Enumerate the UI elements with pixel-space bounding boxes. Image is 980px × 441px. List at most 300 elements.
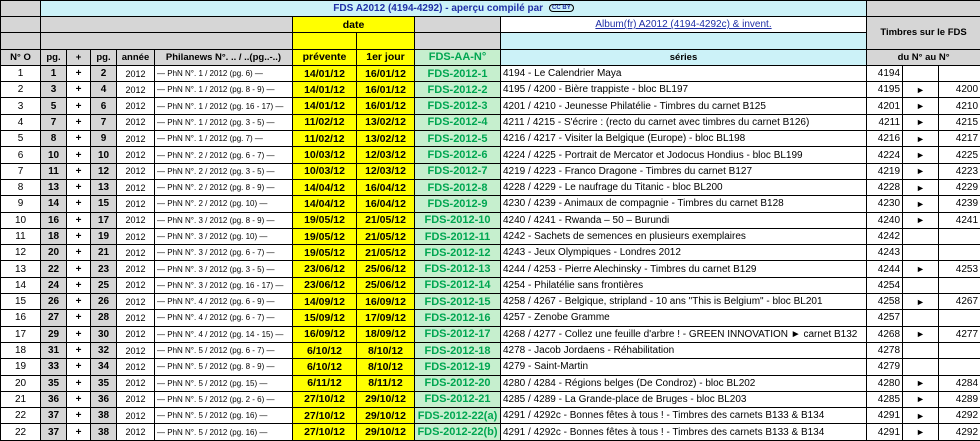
row-prevente: 10/03/12: [293, 147, 357, 163]
row-fds: FDS-2012-1: [415, 65, 501, 81]
header-blank-left: [41, 17, 293, 33]
row-pg1: 14: [41, 196, 67, 212]
row-prevente: 11/02/12: [293, 131, 357, 147]
philanews-text: PhN N°. 3 / 2012 (pg. 10): [167, 232, 257, 241]
dash-right: —: [273, 102, 283, 111]
dash-left: —: [157, 297, 167, 306]
row-annee: 2012: [117, 228, 155, 244]
row-plus: +: [67, 359, 91, 375]
table-row: [1, 342, 980, 358]
row-number: 11: [1, 228, 41, 244]
row-du: 4258: [867, 294, 903, 310]
table-row: [1, 391, 980, 407]
row-pg2: 2: [91, 65, 117, 81]
row-pg1: 8: [41, 131, 67, 147]
row-prevente: 19/05/12: [293, 228, 357, 244]
row-pg2: 25: [91, 277, 117, 293]
row-annee: 2012: [117, 424, 155, 440]
row-prevente: 10/03/12: [293, 163, 357, 179]
row-number: 5: [1, 131, 41, 147]
row-plus: +: [67, 98, 91, 114]
row-du: 4195: [867, 82, 903, 98]
col-du-au-header: du N° au N°: [867, 49, 980, 65]
row-number: 9: [1, 196, 41, 212]
row-au: 4215: [939, 114, 980, 130]
row-jour1: 16/01/12: [357, 82, 415, 98]
philanews-text: PhN N°. 1 / 2012 (pg. 16 - 17): [167, 102, 273, 111]
row-pg1: 16: [41, 212, 67, 228]
row-plus: +: [67, 212, 91, 228]
philanews-text: PhN N°. 5 / 2012 (pg. 6 - 7): [167, 346, 264, 355]
row-number: 6: [1, 147, 41, 163]
row-du: 4216: [867, 131, 903, 147]
row-jour1: 21/05/12: [357, 212, 415, 228]
philanews-text: PhN N°. 1 / 2012 (pg. 3 - 5): [167, 118, 264, 127]
col-pg1-header: pg.: [41, 49, 67, 65]
row-au: 4292: [939, 424, 980, 440]
col-philanews-header: Philanews N°. .. / ..(pg..-..): [155, 49, 293, 65]
row-serie: 4280 / 4284 - Régions belges (De Condroz) - bloc BL202: [501, 375, 867, 391]
row-au: 4223: [939, 163, 980, 179]
row-arrow: [903, 359, 939, 375]
row-number: 18: [1, 342, 41, 358]
row-serie: 4258 / 4267 - Belgique, stripland - 10 ans "This is Belgium" - bloc BL201: [501, 294, 867, 310]
row-serie: 4211 / 4215 - S'écrire : (recto du carnet avec timbres du carnet B126): [501, 114, 867, 130]
row-plus: +: [67, 326, 91, 342]
row-pg1: 5: [41, 98, 67, 114]
table-row: [1, 131, 980, 147]
date-group-header: date: [293, 17, 415, 33]
dash-left: —: [157, 183, 167, 192]
row-number: 16: [1, 310, 41, 326]
dash-right: —: [264, 313, 274, 322]
row-au: [939, 277, 980, 293]
row-au: 4241: [939, 212, 980, 228]
row-pg1: 37: [41, 408, 67, 424]
row-prevente: 6/10/12: [293, 359, 357, 375]
row-arrow: ►: [903, 131, 939, 147]
row-du: 4268: [867, 326, 903, 342]
row-plus: +: [67, 342, 91, 358]
col-pg2-header: pg.: [91, 49, 117, 65]
row-pg2: 7: [91, 114, 117, 130]
header-blank-fds: [415, 17, 501, 33]
header-blank-low: [1, 33, 41, 49]
row-jour1: 29/10/12: [357, 424, 415, 440]
row-plus: +: [67, 196, 91, 212]
row-serie: 4285 / 4289 - La Grande-place de Bruges - bloc BL203: [501, 391, 867, 407]
row-arrow: ►: [903, 391, 939, 407]
row-serie: 4216 / 4217 - Visiter la Belgique (Europe) - bloc BL198: [501, 131, 867, 147]
row-du: 4280: [867, 375, 903, 391]
row-arrow: ►: [903, 147, 939, 163]
header-blank-right: [867, 1, 980, 17]
table-row: [1, 310, 980, 326]
row-philanews: [155, 277, 293, 293]
row-philanews: [155, 261, 293, 277]
row-serie: 4291 / 4292c - Bonnes fêtes à tous ! - Timbres des carnets B133 & B134: [501, 408, 867, 424]
row-pg2: 9: [91, 131, 117, 147]
row-plus: +: [67, 277, 91, 293]
row-au: 4225: [939, 147, 980, 163]
dash-left: —: [157, 102, 167, 111]
row-au: [939, 342, 980, 358]
row-jour1: 8/10/12: [357, 359, 415, 375]
row-philanews: [155, 228, 293, 244]
row-serie: 4278 - Jacob Jordaens - Réhabilitation: [501, 342, 867, 358]
row-jour1: 12/03/12: [357, 147, 415, 163]
row-philanews: [155, 147, 293, 163]
col-annee-header: année: [117, 49, 155, 65]
philanews-text: PhN N°. 3 / 2012 (pg. 6 - 7): [167, 248, 264, 257]
row-annee: 2012: [117, 114, 155, 130]
row-annee: 2012: [117, 261, 155, 277]
table-row: [1, 408, 980, 424]
row-number: 1: [1, 65, 41, 81]
row-philanews: [155, 408, 293, 424]
row-arrow: ►: [903, 294, 939, 310]
dash-left: —: [157, 330, 167, 339]
dash-right: —: [264, 167, 274, 176]
row-fds: FDS-2012-18: [415, 342, 501, 358]
row-philanews: [155, 131, 293, 147]
row-philanews: [155, 359, 293, 375]
row-annee: 2012: [117, 359, 155, 375]
row-prevente: 27/10/12: [293, 424, 357, 440]
row-prevente: 11/02/12: [293, 114, 357, 130]
row-serie: 4194 - Le Calendrier Maya: [501, 65, 867, 81]
row-du: 4224: [867, 147, 903, 163]
cc-license-icon: CC BY: [549, 4, 574, 12]
row-pg2: 23: [91, 261, 117, 277]
row-fds: FDS-2012-8: [415, 179, 501, 195]
row-fds: FDS-2012-5: [415, 131, 501, 147]
dash-right: —: [273, 330, 283, 339]
row-pg2: 26: [91, 294, 117, 310]
row-prevente: 14/04/12: [293, 196, 357, 212]
row-du: 4285: [867, 391, 903, 407]
row-pg1: 13: [41, 179, 67, 195]
dash-left: —: [157, 69, 167, 78]
row-philanews: [155, 65, 293, 81]
row-pg2: 10: [91, 147, 117, 163]
dash-right: —: [253, 134, 263, 143]
row-jour1: 16/01/12: [357, 98, 415, 114]
row-prevente: 14/01/12: [293, 98, 357, 114]
row-annee: 2012: [117, 294, 155, 310]
row-annee: 2012: [117, 245, 155, 261]
row-jour1: 25/06/12: [357, 277, 415, 293]
row-du: 4257: [867, 310, 903, 326]
table-row: [1, 326, 980, 342]
philanews-text: PhN N°. 3 / 2012 (pg. 8 - 9): [167, 216, 264, 225]
col-plus-header: +: [67, 49, 91, 65]
row-au: [939, 310, 980, 326]
row-jour1: 8/11/12: [357, 375, 415, 391]
row-serie: 4242 - Sachets de semences en plusieurs exemplaires: [501, 228, 867, 244]
row-plus: +: [67, 163, 91, 179]
row-serie: 4244 / 4253 - Pierre Alechinsky - Timbres du carnet B129: [501, 261, 867, 277]
row-pg2: 17: [91, 212, 117, 228]
dash-left: —: [157, 216, 167, 225]
row-fds: FDS-2012-15: [415, 294, 501, 310]
row-annee: 2012: [117, 82, 155, 98]
row-pg2: 13: [91, 179, 117, 195]
row-plus: +: [67, 147, 91, 163]
row-annee: 2012: [117, 408, 155, 424]
row-serie: 4201 / 4210 - Jeunesse Philatélie - Timbres du carnet B125: [501, 98, 867, 114]
row-pg1: 37: [41, 424, 67, 440]
dash-right: —: [264, 118, 274, 127]
row-pg2: 4: [91, 82, 117, 98]
dash-right: —: [264, 248, 274, 257]
dash-right: —: [273, 281, 283, 290]
row-fds: FDS-2012-9: [415, 196, 501, 212]
row-prevente: 14/01/12: [293, 65, 357, 81]
table-row: [1, 424, 980, 440]
row-fds: FDS-2012-6: [415, 147, 501, 163]
row-pg1: 33: [41, 359, 67, 375]
row-plus: +: [67, 261, 91, 277]
row-serie: 4230 / 4239 - Animaux de compagnie - Timbres du carnet B128: [501, 196, 867, 212]
table-row: [1, 179, 980, 195]
philanews-text: PhN N°. 4 / 2012 (pg. 6 - 7): [167, 313, 264, 322]
row-du: 4279: [867, 359, 903, 375]
row-prevente: 19/05/12: [293, 245, 357, 261]
row-annee: 2012: [117, 375, 155, 391]
header-blank-fds-2: [415, 33, 501, 49]
dash-right: —: [264, 151, 274, 160]
row-arrow: ►: [903, 212, 939, 228]
row-annee: 2012: [117, 98, 155, 114]
philanews-text: PhN N°. 3 / 2012 (pg. 16 - 17): [167, 281, 273, 290]
row-number: 7: [1, 163, 41, 179]
row-jour1: 16/04/12: [357, 179, 415, 195]
row-au: 4210: [939, 98, 980, 114]
row-fds: FDS-2012-7: [415, 163, 501, 179]
row-pg2: 32: [91, 342, 117, 358]
row-du: 4278: [867, 342, 903, 358]
dash-right: —: [264, 297, 274, 306]
philanews-text: PhN N°. 1 / 2012 (pg. 7): [167, 134, 252, 143]
header-blank-left-2: [41, 33, 293, 49]
row-pg1: 18: [41, 228, 67, 244]
dash-left: —: [157, 232, 167, 241]
row-annee: 2012: [117, 326, 155, 342]
row-arrow: ►: [903, 375, 939, 391]
jour1-header-top: [357, 33, 415, 49]
row-number: 22: [1, 424, 41, 440]
row-jour1: 16/09/12: [357, 294, 415, 310]
table-row: [1, 228, 980, 244]
row-serie: 4291 / 4292c - Bonnes fêtes à tous ! - Timbres des carnets B133 & B134: [501, 424, 867, 440]
row-pg2: 6: [91, 98, 117, 114]
row-fds: FDS-2012-19: [415, 359, 501, 375]
dash-left: —: [157, 265, 167, 274]
dash-right: —: [257, 199, 267, 208]
prevente-header-top: [293, 33, 357, 49]
row-du: 4242: [867, 228, 903, 244]
row-fds: FDS-2012-2: [415, 82, 501, 98]
row-annee: 2012: [117, 179, 155, 195]
row-au: 4253: [939, 261, 980, 277]
row-jour1: 8/10/12: [357, 342, 415, 358]
row-philanews: [155, 375, 293, 391]
dash-left: —: [157, 411, 167, 420]
table-body: [1, 65, 980, 440]
col-no-header: N° O: [1, 49, 41, 65]
col-jour1-header: 1er jour: [357, 49, 415, 65]
row-philanews: [155, 163, 293, 179]
row-philanews: [155, 424, 293, 440]
row-plus: +: [67, 310, 91, 326]
row-number: 17: [1, 326, 41, 342]
row-serie: 4257 - Zenobe Gramme: [501, 310, 867, 326]
row-pg1: 20: [41, 245, 67, 261]
philanews-text: PhN N°. 1 / 2012 (pg. 6): [167, 69, 252, 78]
row-fds: FDS-2012-11: [415, 228, 501, 244]
dash-left: —: [157, 167, 167, 176]
row-prevente: 14/09/12: [293, 294, 357, 310]
row-du: 4201: [867, 98, 903, 114]
row-fds: FDS-2012-12: [415, 245, 501, 261]
row-jour1: 25/06/12: [357, 261, 415, 277]
row-plus: +: [67, 408, 91, 424]
row-pg2: 38: [91, 424, 117, 440]
row-au: 4292: [939, 408, 980, 424]
dash-left: —: [157, 346, 167, 355]
row-au: 4277: [939, 326, 980, 342]
table-row: [1, 82, 980, 98]
row-serie: 4228 / 4229 - Le naufrage du Titanic - bloc BL200: [501, 179, 867, 195]
row-number: 14: [1, 277, 41, 293]
philanews-text: PhN N°. 3 / 2012 (pg. 3 - 5): [167, 265, 264, 274]
row-du: 4291: [867, 408, 903, 424]
row-pg1: 29: [41, 326, 67, 342]
row-jour1: 13/02/12: [357, 114, 415, 130]
row-serie: 4219 / 4223 - Franco Dragone - Timbres du carnet B127: [501, 163, 867, 179]
dash-right: —: [253, 69, 263, 78]
row-arrow: ►: [903, 98, 939, 114]
dash-right: —: [264, 362, 274, 371]
row-arrow: [903, 277, 939, 293]
row-fds: FDS-2012-20: [415, 375, 501, 391]
row-du: 4194: [867, 65, 903, 81]
row-arrow: [903, 310, 939, 326]
row-philanews: [155, 179, 293, 195]
row-number: 19: [1, 359, 41, 375]
row-fds: FDS-2012-22(a): [415, 408, 501, 424]
row-philanews: [155, 196, 293, 212]
row-plus: +: [67, 391, 91, 407]
row-jour1: 13/02/12: [357, 131, 415, 147]
row-arrow: ►: [903, 408, 939, 424]
row-au: [939, 228, 980, 244]
row-philanews: [155, 391, 293, 407]
row-jour1: 18/09/12: [357, 326, 415, 342]
col-series-header: séries: [501, 49, 867, 65]
dash-left: —: [157, 428, 167, 437]
row-pg2: 28: [91, 310, 117, 326]
philanews-text: PhN N°. 2 / 2012 (pg. 6 - 7): [167, 151, 264, 160]
album-link[interactable]: Album(fr) A2012 (4194-4292c) & invent.: [501, 17, 867, 33]
table-row: [1, 147, 980, 163]
row-fds: FDS-2012-10: [415, 212, 501, 228]
row-philanews: [155, 310, 293, 326]
row-number: 8: [1, 179, 41, 195]
row-serie: 4254 - Philatélie sans frontières: [501, 277, 867, 293]
row-fds: FDS-2012-13: [415, 261, 501, 277]
row-au: [939, 65, 980, 81]
row-au: 4289: [939, 391, 980, 407]
header-title-cell: [41, 1, 867, 17]
row-jour1: 29/10/12: [357, 391, 415, 407]
philanews-text: PhN N°. 2 / 2012 (pg. 8 - 9): [167, 183, 264, 192]
row-number: 22: [1, 408, 41, 424]
row-pg2: 36: [91, 391, 117, 407]
row-pg1: 10: [41, 147, 67, 163]
row-pg1: 36: [41, 391, 67, 407]
row-number: 15: [1, 294, 41, 310]
row-philanews: [155, 342, 293, 358]
table-row: [1, 294, 980, 310]
table-row: [1, 277, 980, 293]
row-arrow: ►: [903, 82, 939, 98]
col-prevente-header: prévente: [293, 49, 357, 65]
row-annee: 2012: [117, 212, 155, 228]
row-pg2: 38: [91, 408, 117, 424]
dash-left: —: [157, 313, 167, 322]
row-arrow: ►: [903, 179, 939, 195]
philanews-text: PhN N°. 4 / 2012 (pg. 6 - 9): [167, 297, 264, 306]
row-du: 4230: [867, 196, 903, 212]
dash-left: —: [157, 379, 167, 388]
row-pg2: 34: [91, 359, 117, 375]
row-annee: 2012: [117, 65, 155, 81]
row-fds: FDS-2012-16: [415, 310, 501, 326]
header-blank-mid: [1, 17, 41, 33]
row-du: 4219: [867, 163, 903, 179]
row-jour1: 21/05/12: [357, 228, 415, 244]
row-fds: FDS-2012-17: [415, 326, 501, 342]
row-pg2: 30: [91, 326, 117, 342]
row-annee: 2012: [117, 342, 155, 358]
row-number: 20: [1, 375, 41, 391]
dash-left: —: [157, 248, 167, 257]
row-au: 4284: [939, 375, 980, 391]
row-pg2: 19: [91, 228, 117, 244]
row-fds: FDS-2012-4: [415, 114, 501, 130]
row-serie: 4195 / 4200 - Bière trappiste - bloc BL197: [501, 82, 867, 98]
row-fds: FDS-2012-21: [415, 391, 501, 407]
row-prevente: 6/11/12: [293, 375, 357, 391]
row-du: 4243: [867, 245, 903, 261]
row-prevente: 15/09/12: [293, 310, 357, 326]
row-serie: 4279 - Saint-Martin: [501, 359, 867, 375]
row-prevente: 23/06/12: [293, 277, 357, 293]
row-annee: 2012: [117, 277, 155, 293]
row-arrow: ►: [903, 326, 939, 342]
row-pg1: 35: [41, 375, 67, 391]
dash-right: —: [264, 346, 274, 355]
row-number: 2: [1, 82, 41, 98]
row-prevente: 6/10/12: [293, 342, 357, 358]
philanews-text: PhN N°. 2 / 2012 (pg. 10): [167, 199, 257, 208]
row-annee: 2012: [117, 147, 155, 163]
row-serie: 4224 / 4225 - Portrait de Mercator et Jodocus Hondius - bloc BL199: [501, 147, 867, 163]
dash-right: —: [264, 183, 274, 192]
row-jour1: 12/03/12: [357, 163, 415, 179]
